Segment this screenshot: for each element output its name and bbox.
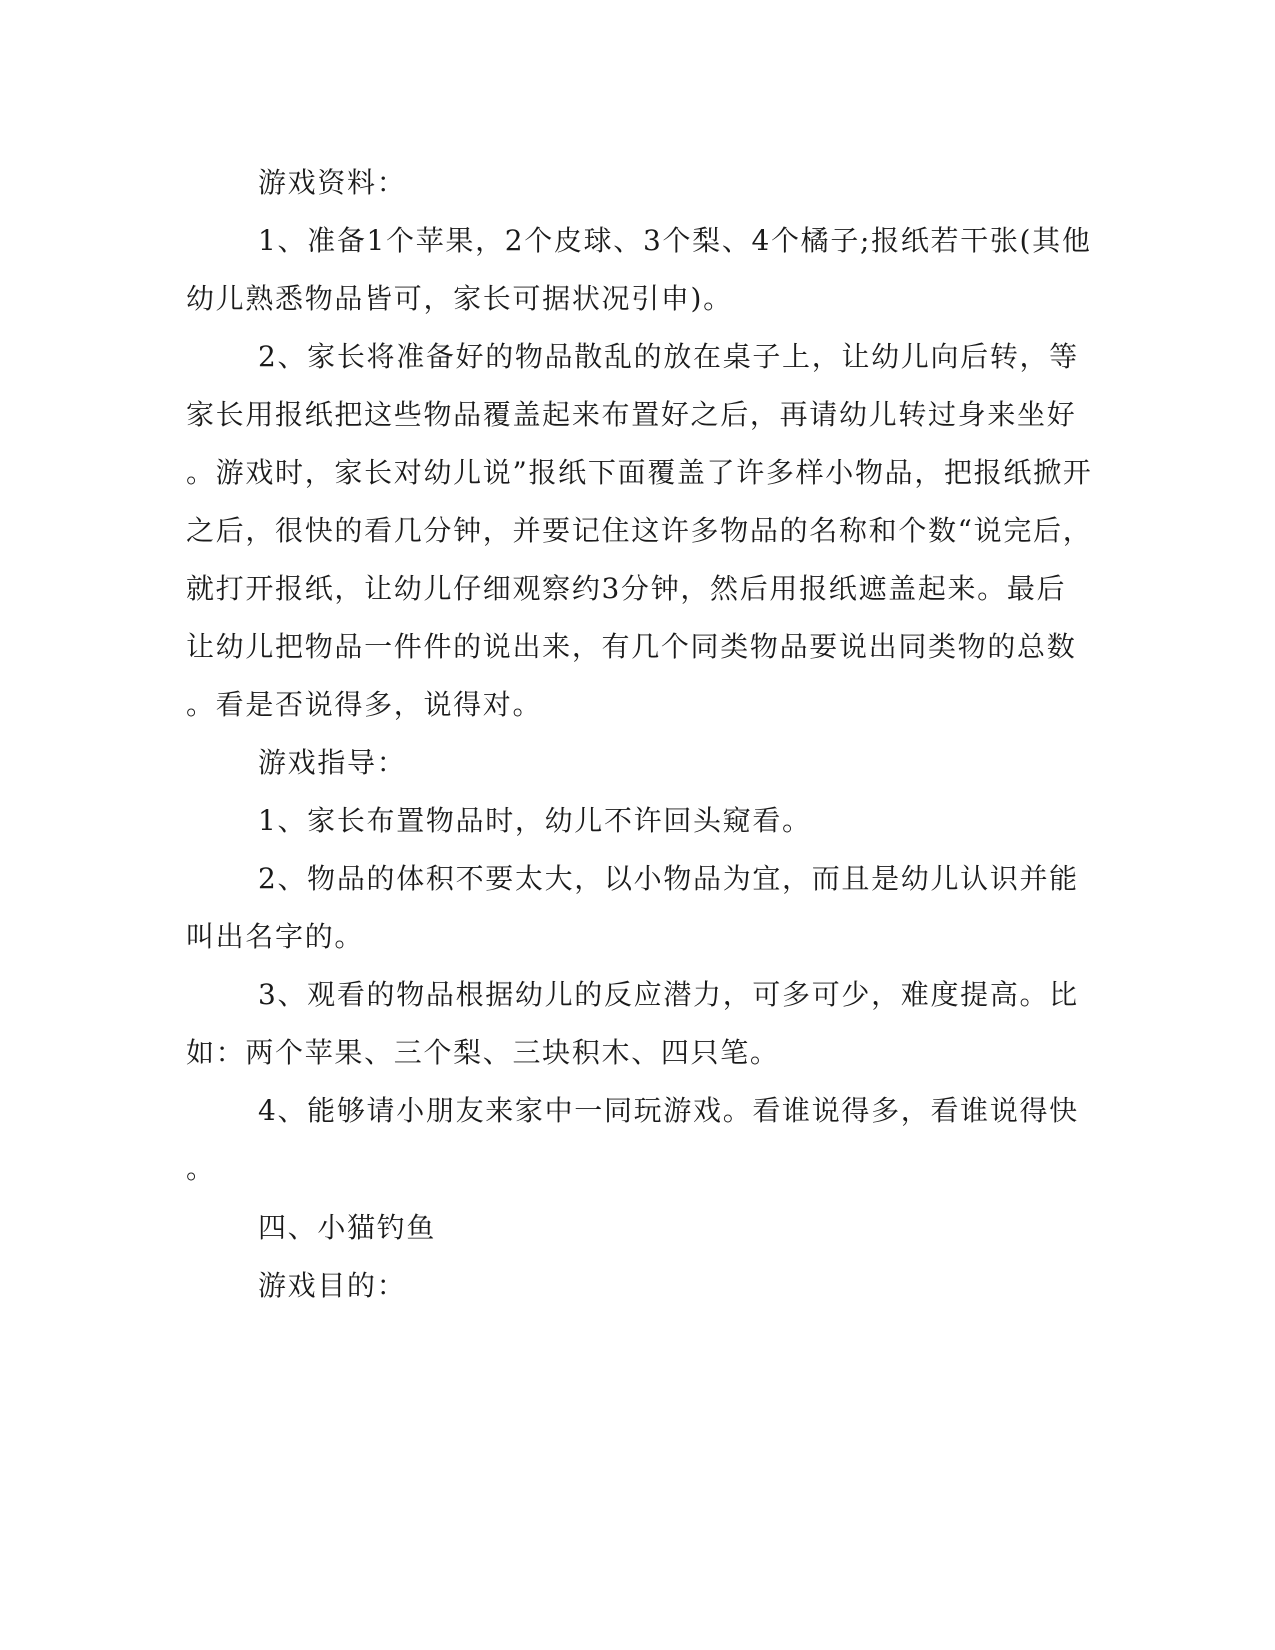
- paragraph-line: 2、家长将准备好的物品散乱的放在桌子上，让幼儿向后转，等: [258, 340, 1079, 373]
- paragraph-line: 3、观看的物品根据幼儿的反应潜力，可多可少，难度提高。比: [258, 978, 1079, 1011]
- paragraph-line: 让幼儿把物品一件件的说出来，有几个同类物品要说出同类物的总数: [186, 630, 1077, 663]
- paragraph-line: 。: [186, 1152, 216, 1185]
- paragraph-line: 幼儿熟悉物品皆可，家长可据状况引申)。: [186, 282, 733, 315]
- paragraph-line: 2、物品的体积不要太大，以小物品为宜，而且是幼儿认识并能: [258, 862, 1079, 895]
- paragraph-line: 家长用报纸把这些物品覆盖起来布置好之后，再请幼儿转过身来坐好: [186, 398, 1077, 431]
- paragraph-line: 之后，很快的看几分钟，并要记住这许多物品的名称和个数“说完后，: [186, 514, 1093, 547]
- paragraph-line: 。游戏时，家长对幼儿说”报纸下面覆盖了许多样小物品，把报纸掀开: [186, 456, 1093, 489]
- heading-game-guidance: 游戏指导：: [258, 746, 407, 779]
- heading-game-materials: 游戏资料：: [258, 166, 407, 199]
- paragraph-line: 叫出名字的。: [186, 920, 365, 953]
- paragraph-line: 4、能够请小朋友来家中一同玩游戏。看谁说得多，看谁说得快: [258, 1094, 1079, 1127]
- paragraph-line: 1、家长布置物品时，幼儿不许回头窥看。: [258, 804, 812, 837]
- paragraph-line: 就打开报纸，让幼儿仔细观察约3分钟，然后用报纸遮盖起来。最后: [186, 572, 1067, 605]
- heading-game-purpose: 游戏目的：: [258, 1269, 407, 1302]
- paragraph-line: 。看是否说得多，说得对。: [186, 688, 543, 721]
- paragraph-line: 1、准备1个苹果，2个皮球、3个梨、4个橘子;报纸若干张(其他: [258, 224, 1092, 257]
- paragraph-line: 如：两个苹果、三个梨、三块积木、四只笔。: [186, 1036, 780, 1069]
- heading-section-four: 四、小猫钓鱼: [258, 1211, 437, 1244]
